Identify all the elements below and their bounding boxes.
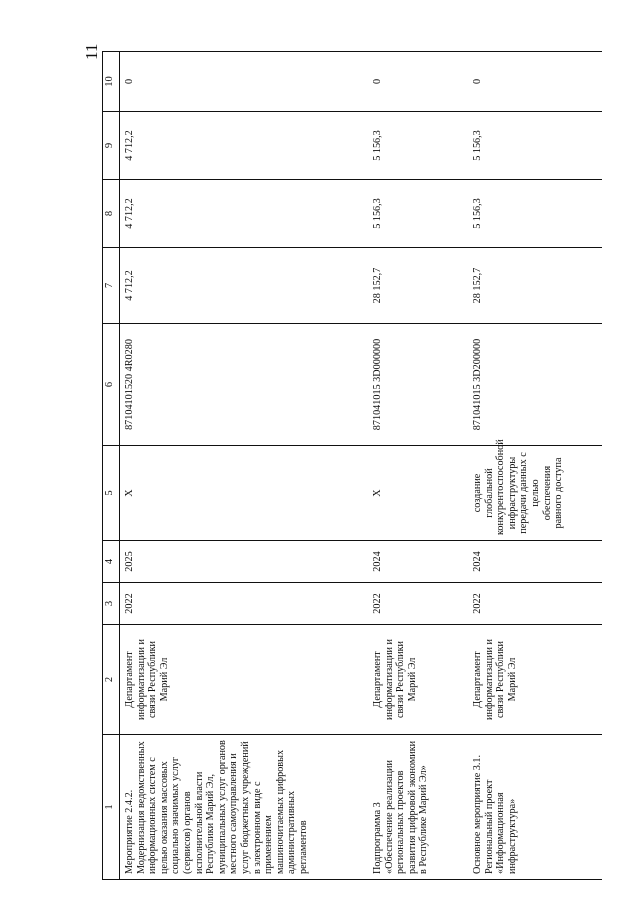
table-cell: 4 712,2 [120, 112, 369, 180]
header-cell: 3 [103, 583, 120, 625]
table-cell: 5 156,3 [368, 180, 468, 248]
table-cell: X [368, 446, 468, 541]
table-cell: Основное мероприятие 3.1. Региональный проект «Информационная инфраструктура» [468, 735, 594, 880]
table-cell: 2024 [368, 541, 468, 583]
table-cell: 4 712,2 [120, 248, 369, 324]
table-cell: Департамент информатизации и связи Республики Марий Эл [468, 625, 594, 735]
table-row-tail [594, 52, 602, 880]
table-row [120, 52, 369, 880]
table-cell: 87104101520 4R0280 [120, 324, 369, 446]
table-row [468, 52, 594, 880]
header-cell: 6 [103, 324, 120, 446]
header-cell: 10 [103, 52, 120, 112]
table-cell: 5 156,3 [368, 112, 468, 180]
table-cell: 2024 [468, 541, 594, 583]
table-cell: 871041015 3D200000 [468, 324, 594, 446]
table-cell: 28 152,7 [468, 248, 594, 324]
table-cell: 4 712,2 [120, 180, 369, 248]
table-cell: 2022 [120, 583, 369, 625]
header-cell: 1 [103, 735, 120, 880]
rotated-table-wrapper [102, 52, 600, 880]
page-number: 11 [82, 43, 101, 60]
table-cell: Департамент информатизации и связи Республики Марий Эл [368, 625, 468, 735]
header-cell: 4 [103, 541, 120, 583]
header-cell: 2 [103, 625, 120, 735]
budget-table [102, 51, 602, 880]
table-cell: 5 156,3 [468, 180, 594, 248]
header-cell: 8 [103, 180, 120, 248]
table-cell: 0 [368, 52, 468, 112]
table-cell: X [120, 446, 369, 541]
table-cell: Департамент информатизации и связи Республики Марий Эл [120, 625, 369, 735]
table-cell: 2025 [120, 541, 369, 583]
table-cell: 2022 [368, 583, 468, 625]
table-cell: Мероприятие 2.4.2. Модернизация ведомственных информационных систем с целью оказания массовых социально значимых услуг (сервисов) органов исполнительной власти Республики Марий Эл, муниципальных услуг органов местного самоуправления и услуг бюджетных учреждений в электронном виде с применением машиночитаемых цифровых административных регламентов [120, 735, 369, 880]
header-cell: 7 [103, 248, 120, 324]
table-cell: 2022 [468, 583, 594, 625]
header-cell: 5 [103, 446, 120, 541]
table-cell: 0 [120, 52, 369, 112]
table-cell: 5 156,3 [468, 112, 594, 180]
table-row [368, 52, 468, 880]
table-cell: 871041015 3D000000 [368, 324, 468, 446]
header-cell: 9 [103, 112, 120, 180]
table-cell: создание глобальной конкурентоспособной инфраструктуры передачи данных с целью обеспечения равного доступа [468, 446, 594, 541]
table-cell: Подпрограмма 3 «Обеспечение реализации региональных проектов развития цифровой экономики в Республике Марий Эл» [368, 735, 468, 880]
header-row [103, 52, 120, 880]
table-cell: 0 [468, 52, 594, 112]
table-cell: 28 152,7 [368, 248, 468, 324]
